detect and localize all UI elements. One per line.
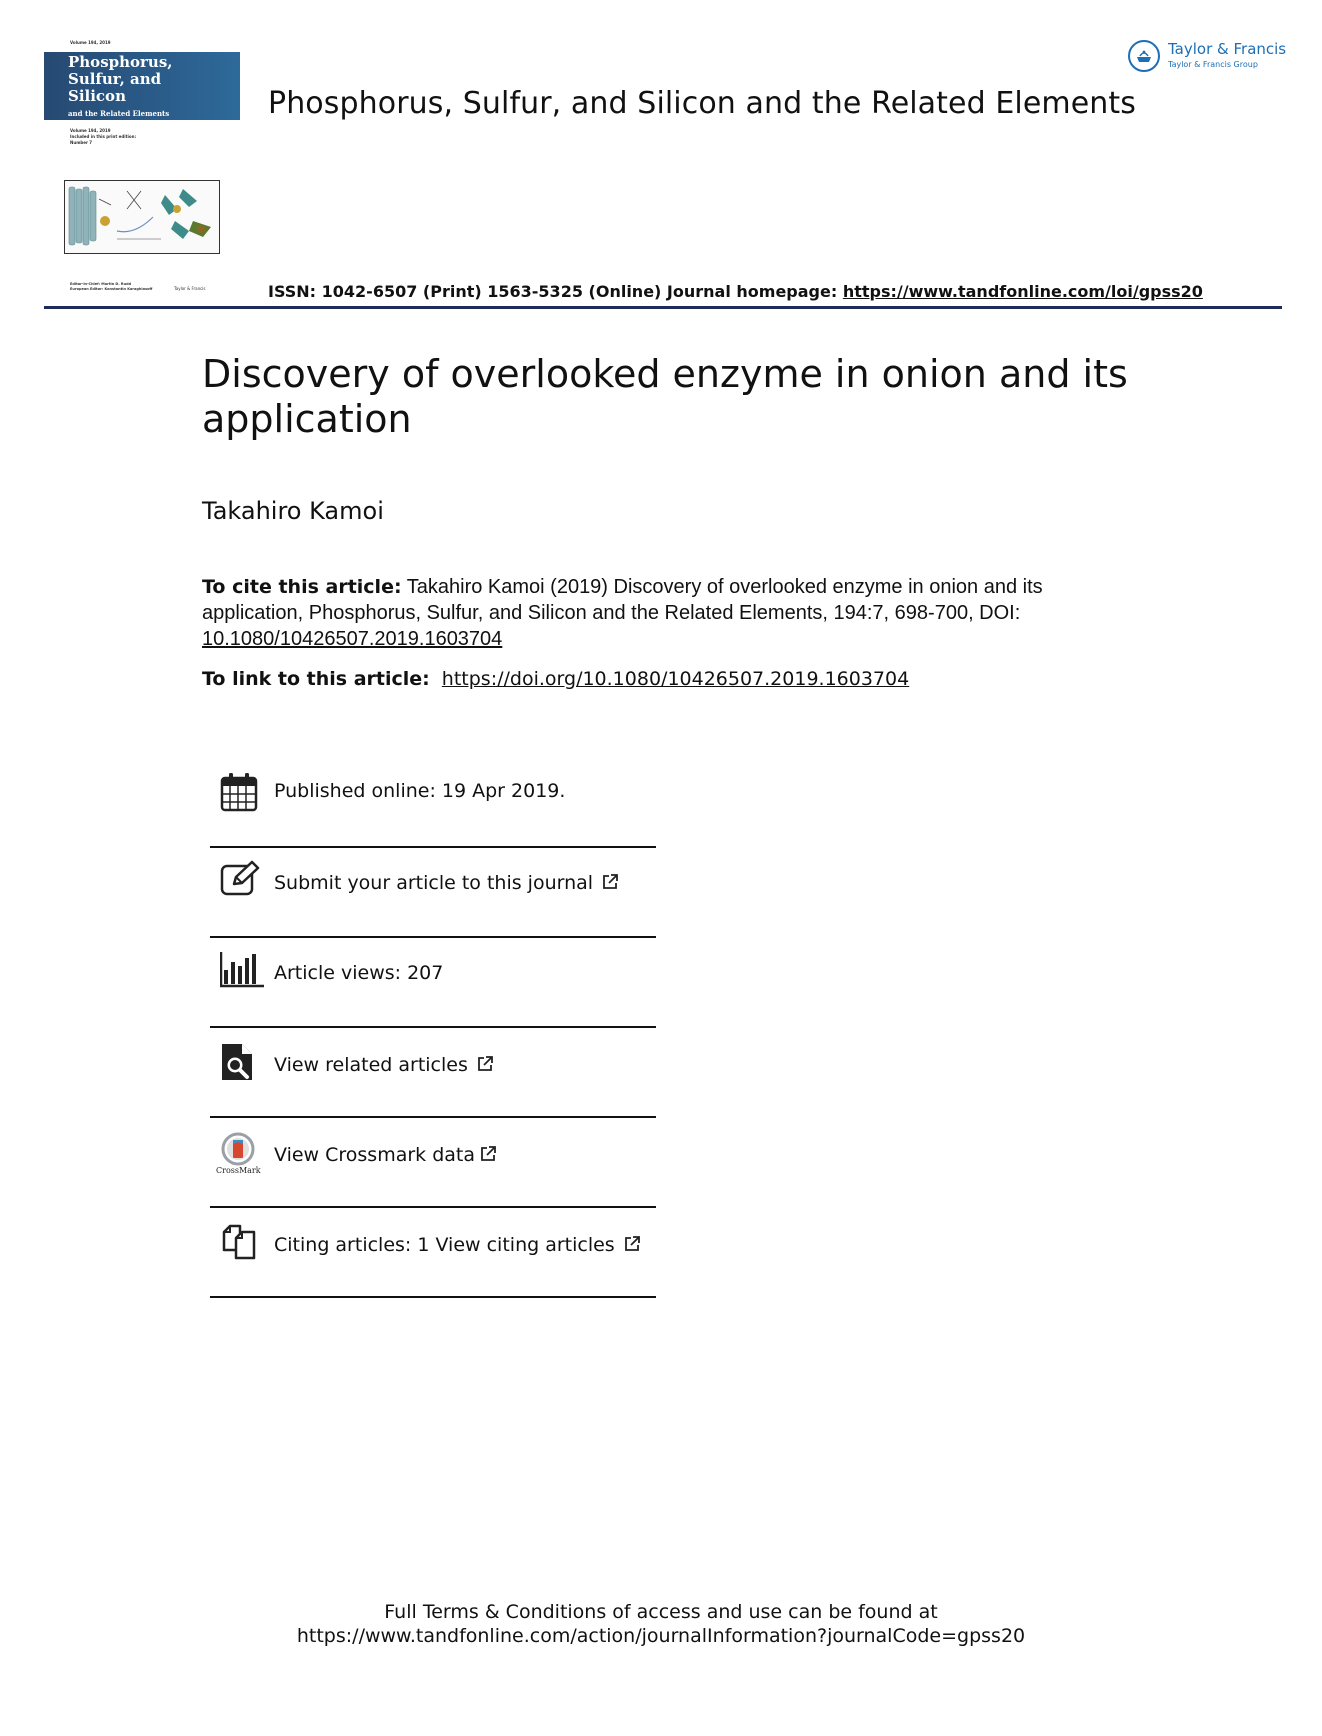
external-link-icon [479,1145,497,1168]
crossmark-link[interactable] [210,1130,656,1184]
published-online-text: Published online: 19 Apr 2019. [274,780,566,802]
article-doi-url[interactable]: https://doi.org/10.1080/10426507.2019.1603704 [441,668,910,690]
footer-terms-url[interactable]: https://www.tandfonline.com/action/journalInformation?journalCode=gpss20 [296,1625,1026,1647]
cover-title: Phosphorus, Sulfur, and Silicon [68,53,173,105]
crossmark-text: View Crossmark data [274,1144,476,1166]
related-articles-text: View related articles [274,1054,468,1076]
crossmark-icon [216,1132,262,1180]
article-views-text: Article views: 207 [274,962,444,984]
journal-homepage-link[interactable]: https://www.tandfonline.com/loi/gpss20 [842,282,1203,301]
cite-label: To cite this article: [202,576,402,598]
citing-articles-text: Citing articles: 1 View citing articles [274,1234,615,1256]
article-views-row [210,950,656,1000]
footer-line-1: Full Terms & Conditions of access and use can be found at [384,1601,938,1623]
copy-documents-icon [220,1222,260,1262]
crossmark-icon-label: CrossMark [216,1166,261,1175]
published-online-row [210,772,656,822]
cover-editors: Editor-in-Chief: Martin D. Rudd European Editor: Konstantin Karaghiosoff [70,282,153,291]
submit-article-link[interactable] [210,860,656,910]
terms-footer [0,1600,1322,1648]
journal-title: Phosphorus, Sulfur, and Silicon and the Related Elements [268,86,1136,121]
info-divider [210,1206,656,1208]
submit-article-text: Submit your article to this journal [274,872,594,894]
issn-text: ISSN: 1042-6507 (Print) 1563-5325 (Online) Journal homepage: [268,282,843,301]
info-divider [210,1026,656,1028]
cover-meta: Volume 194, 2019 Included in this print edition: Number 7 [70,128,137,145]
link-label: To link to this article: [202,668,430,690]
doi-link[interactable]: 10.1080/10426507.2019.1603704 [202,628,503,650]
article-author: Takahiro Kamoi [202,497,384,525]
cover-publisher-mini: Taylor & Francis [174,286,206,291]
cover-subtitle: and the Related Elements [68,109,170,118]
publisher-logo[interactable] [1128,38,1288,78]
external-link-icon [601,873,619,896]
document-search-icon [220,1042,260,1082]
external-link-icon [476,1055,494,1078]
citation-block [202,574,1102,652]
external-link-icon [623,1235,641,1258]
article-link-line [202,668,909,690]
cover-title-band [44,52,240,120]
bar-chart-icon [220,952,260,992]
issn-line [268,282,1203,301]
cover-figure [64,180,220,254]
info-divider [210,1296,656,1298]
taylor-francis-lamp-icon [1128,40,1160,72]
info-divider [210,846,656,848]
publisher-name: Taylor & Francis [1168,40,1287,58]
header-divider [44,306,1282,309]
info-divider [210,936,656,938]
related-articles-link[interactable] [210,1040,656,1090]
info-divider [210,1116,656,1118]
journal-cover-thumbnail [44,36,240,296]
article-title: Discovery of overlooked enzyme in onion and its application [202,352,1128,441]
citing-articles-link[interactable] [210,1220,656,1270]
cite-text: Takahiro Kamoi (2019) Discovery of overlooked enzyme in onion and its application, Phosphorus, Sulfur, and Silicon and the Related Elements, 194:7, 698-700, DOI: [202,576,1043,624]
edit-pencil-icon [220,860,260,900]
publisher-group: Taylor & Francis Group [1168,60,1258,69]
cover-volume-label: Volume 194, 2019 [70,40,111,45]
calendar-icon [220,772,260,812]
